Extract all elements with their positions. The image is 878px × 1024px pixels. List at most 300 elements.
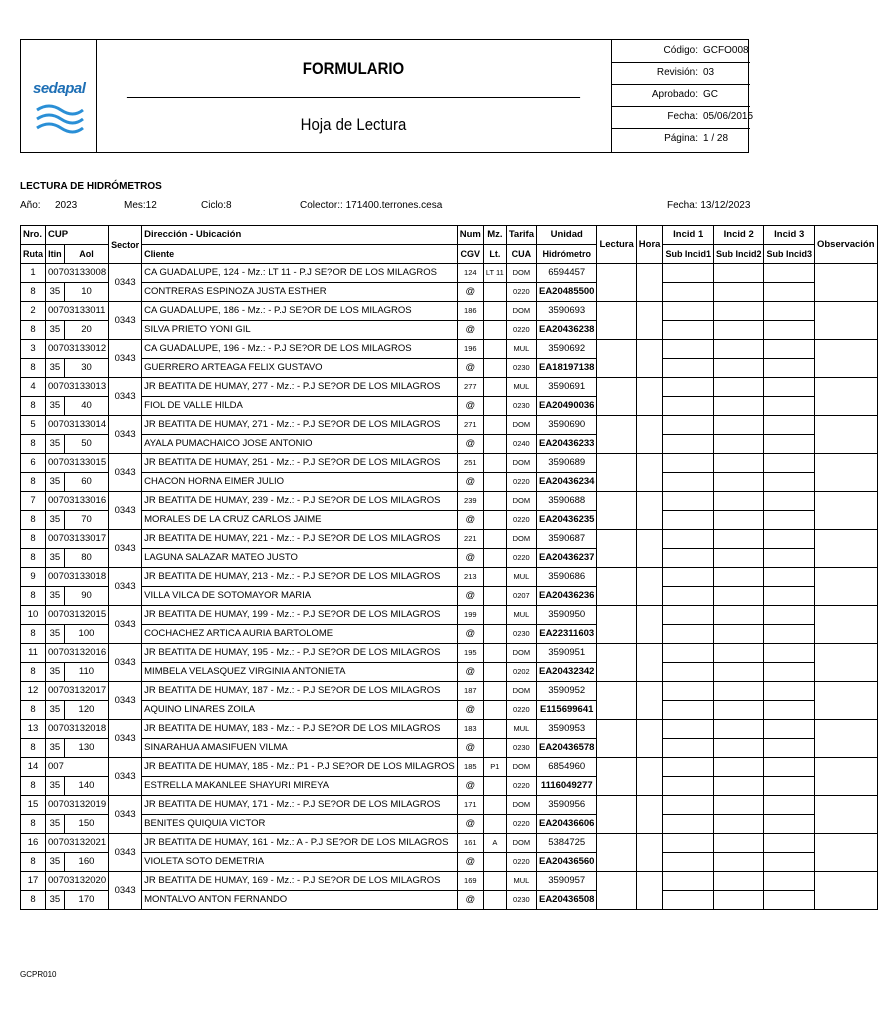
cell-incid2[interactable]	[713, 682, 764, 701]
table-row	[21, 435, 878, 454]
cell-num: 239	[457, 492, 483, 511]
cell-incid2[interactable]	[713, 416, 764, 435]
cell-direccion: JR BEATITA DE HUMAY, 271 - Mz.: - P.J SE?OR DE LOS MILAGROS	[142, 416, 458, 435]
cell-hidrometro: EA20436235	[536, 511, 596, 530]
cell-incid3[interactable]	[764, 796, 815, 815]
cell-sub2[interactable]	[713, 815, 764, 834]
cell-ruta: 8	[21, 587, 46, 606]
cell-lectura[interactable]	[597, 834, 636, 872]
cell-sub2[interactable]	[713, 473, 764, 492]
cell-hora[interactable]	[636, 606, 663, 644]
col-incid3: Incid 3	[764, 226, 815, 245]
cell-incid3[interactable]	[764, 720, 815, 739]
cell-incid3[interactable]	[764, 378, 815, 397]
cell-unidad: 6594457	[536, 264, 596, 283]
cell-cup: 00703132016	[46, 644, 109, 663]
cell-hora[interactable]	[636, 378, 663, 416]
col-itin: Itin	[46, 245, 65, 264]
cell-lectura[interactable]	[597, 378, 636, 416]
cell-sub1[interactable]	[663, 815, 714, 834]
col-lectura: Lectura	[597, 226, 636, 264]
cell-incid2[interactable]	[713, 720, 764, 739]
cell-sub3[interactable]	[764, 853, 815, 872]
cell-cup: 00703133018	[46, 568, 109, 587]
cell-sector: 0343	[109, 682, 142, 720]
cell-sub2[interactable]	[713, 777, 764, 796]
table-row	[21, 701, 878, 720]
cell-ruta: 8	[21, 549, 46, 568]
cell-num: 183	[457, 720, 483, 739]
cell-sub2[interactable]	[713, 283, 764, 302]
meta-key: Página:	[664, 133, 698, 144]
meta-value: 05/06/2015	[703, 111, 754, 122]
cell-nro: 6	[21, 454, 46, 473]
cell-cup: 00703133011	[46, 302, 109, 321]
cell-num: 271	[457, 416, 483, 435]
cell-sub1[interactable]	[663, 473, 714, 492]
table-row	[21, 302, 878, 321]
cell-ruta: 8	[21, 815, 46, 834]
meta-value: 03	[703, 67, 715, 78]
table-row	[21, 492, 878, 511]
cell-cua: 0202	[506, 663, 536, 682]
cell-unidad: 3590691	[536, 378, 596, 397]
cell-incid3[interactable]	[764, 682, 815, 701]
document-header	[20, 39, 754, 153]
cell-sub3[interactable]	[764, 283, 815, 302]
cell-lectura[interactable]	[597, 758, 636, 796]
cell-ruta: 8	[21, 359, 46, 378]
cell-observacion[interactable]	[814, 530, 877, 568]
cell-nro: 14	[21, 758, 46, 777]
col-aol: Aol	[64, 245, 108, 264]
cell-incid2[interactable]	[713, 606, 764, 625]
cell-cgv: @	[457, 625, 483, 644]
cell-incid2[interactable]	[713, 834, 764, 853]
cell-itin: 35	[46, 587, 65, 606]
cell-incid2[interactable]	[713, 340, 764, 359]
cell-tarifa: MUL	[506, 378, 536, 397]
cell-hora[interactable]	[636, 872, 663, 910]
cell-incid3[interactable]	[764, 264, 815, 283]
cell-ruta: 8	[21, 397, 46, 416]
cell-hidrometro: EA20436578	[536, 739, 596, 758]
cell-cup: 00703133017	[46, 530, 109, 549]
cell-cup: 00703133014	[46, 416, 109, 435]
cell-mz	[483, 872, 506, 891]
cell-sub3[interactable]	[764, 511, 815, 530]
cell-nro: 2	[21, 302, 46, 321]
cell-incid3[interactable]	[764, 530, 815, 549]
cell-incid2[interactable]	[713, 530, 764, 549]
cell-sub2[interactable]	[713, 435, 764, 454]
cell-sub3[interactable]	[764, 321, 815, 340]
cell-mz	[483, 454, 506, 473]
cell-sub3[interactable]	[764, 625, 815, 644]
cell-tarifa: MUL	[506, 340, 536, 359]
cell-cgv: @	[457, 587, 483, 606]
colector: Colector:: 171400.terrones.cesa	[300, 200, 443, 211]
cell-hora[interactable]	[636, 492, 663, 530]
cell-incid1[interactable]	[663, 568, 714, 587]
cell-aol: 70	[64, 511, 108, 530]
cell-incid3[interactable]	[764, 492, 815, 511]
cell-incid1[interactable]	[663, 340, 714, 359]
cell-cliente: MONTALVO ANTON FERNANDO	[142, 891, 458, 910]
cell-nro: 7	[21, 492, 46, 511]
cell-unidad: 3590950	[536, 606, 596, 625]
cell-observacion[interactable]	[814, 796, 877, 834]
cell-sub1[interactable]	[663, 587, 714, 606]
cell-nro: 1	[21, 264, 46, 283]
cell-sub1[interactable]	[663, 359, 714, 378]
cell-incid2[interactable]	[713, 302, 764, 321]
cell-sub1[interactable]	[663, 321, 714, 340]
cell-incid1[interactable]	[663, 492, 714, 511]
cell-lectura[interactable]	[597, 682, 636, 720]
cell-hora[interactable]	[636, 340, 663, 378]
cell-hora[interactable]	[636, 530, 663, 568]
cell-sub2[interactable]	[713, 587, 764, 606]
cell-itin: 35	[46, 891, 65, 910]
cell-sub1[interactable]	[663, 549, 714, 568]
cell-sub2[interactable]	[713, 891, 764, 910]
cell-lt	[483, 701, 506, 720]
cell-cua: 0207	[506, 587, 536, 606]
cell-observacion[interactable]	[814, 720, 877, 758]
cell-incid2[interactable]	[713, 492, 764, 511]
form-title: FORMULARIO	[127, 40, 580, 98]
cell-lectura[interactable]	[597, 454, 636, 492]
cell-sub1[interactable]	[663, 701, 714, 720]
cell-incid1[interactable]	[663, 378, 714, 397]
cell-num: 213	[457, 568, 483, 587]
cell-mz	[483, 720, 506, 739]
col-nro: Nro.	[21, 226, 46, 245]
cell-aol: 130	[64, 739, 108, 758]
cell-incid1[interactable]	[663, 302, 714, 321]
cell-observacion[interactable]	[814, 302, 877, 340]
meta-value: GCFO008	[703, 45, 749, 56]
cell-sub1[interactable]	[663, 511, 714, 530]
cell-cgv: @	[457, 511, 483, 530]
cell-observacion[interactable]	[814, 492, 877, 530]
cell-ruta: 8	[21, 321, 46, 340]
cell-incid1[interactable]	[663, 682, 714, 701]
cell-cliente: SINARAHUA AMASIFUEN VILMA	[142, 739, 458, 758]
cell-direccion: JR BEATITA DE HUMAY, 169 - Mz.: - P.J SE?OR DE LOS MILAGROS	[142, 872, 458, 891]
cell-aol: 30	[64, 359, 108, 378]
cell-lectura[interactable]	[597, 796, 636, 834]
cell-cup: 00703133008	[46, 264, 109, 283]
cell-observacion[interactable]	[814, 568, 877, 606]
cell-cup: 00703132017	[46, 682, 109, 701]
cell-incid3[interactable]	[764, 568, 815, 587]
col-cgv: CGV	[457, 245, 483, 264]
cell-lt	[483, 359, 506, 378]
cell-cliente: AQUINO LINARES ZOILA	[142, 701, 458, 720]
cell-observacion[interactable]	[814, 758, 877, 796]
cell-cliente: SILVA PRIETO YONI GIL	[142, 321, 458, 340]
cell-incid2[interactable]	[713, 264, 764, 283]
cell-hora[interactable]	[636, 302, 663, 340]
cell-sub3[interactable]	[764, 777, 815, 796]
cell-lectura[interactable]	[597, 644, 636, 682]
cell-direccion: CA GUADALUPE, 196 - Mz.: - P.J SE?OR DE LOS MILAGROS	[142, 340, 458, 359]
cell-incid1[interactable]	[663, 796, 714, 815]
cell-sub3[interactable]	[764, 549, 815, 568]
cell-hidrometro: EA20436237	[536, 549, 596, 568]
cell-hora[interactable]	[636, 796, 663, 834]
cell-incid2[interactable]	[713, 644, 764, 663]
cell-cliente: MIMBELA VELASQUEZ VIRGINIA ANTONIETA	[142, 663, 458, 682]
cell-sub3[interactable]	[764, 473, 815, 492]
cell-observacion[interactable]	[814, 682, 877, 720]
cell-itin: 35	[46, 853, 65, 872]
cell-sub1[interactable]	[663, 397, 714, 416]
cell-cua: 0220	[506, 549, 536, 568]
cell-lectura[interactable]	[597, 872, 636, 910]
cell-hidrometro: EA20485500	[536, 283, 596, 302]
cell-sub3[interactable]	[764, 587, 815, 606]
cell-observacion[interactable]	[814, 454, 877, 492]
cell-hora[interactable]	[636, 454, 663, 492]
cell-cup: 00703132015	[46, 606, 109, 625]
cell-sub2[interactable]	[713, 549, 764, 568]
cell-tarifa: MUL	[506, 720, 536, 739]
cell-lectura[interactable]	[597, 492, 636, 530]
cell-sub2[interactable]	[713, 359, 764, 378]
cell-sub2[interactable]	[713, 321, 764, 340]
cell-aol: 60	[64, 473, 108, 492]
cell-lt	[483, 473, 506, 492]
cell-tarifa: MUL	[506, 568, 536, 587]
cell-incid1[interactable]	[663, 264, 714, 283]
table-row	[21, 397, 878, 416]
cell-sub1[interactable]	[663, 853, 714, 872]
cell-lectura[interactable]	[597, 340, 636, 378]
cell-observacion[interactable]	[814, 378, 877, 416]
cell-hidrometro: EA20432342	[536, 663, 596, 682]
cell-sub2[interactable]	[713, 625, 764, 644]
cell-aol: 160	[64, 853, 108, 872]
cell-hidrometro: E115699641	[536, 701, 596, 720]
cell-observacion[interactable]	[814, 340, 877, 378]
cell-lectura[interactable]	[597, 302, 636, 340]
cell-incid1[interactable]	[663, 416, 714, 435]
cell-sub3[interactable]	[764, 891, 815, 910]
cell-hidrometro: EA20436606	[536, 815, 596, 834]
cell-incid3[interactable]	[764, 758, 815, 777]
cell-aol: 150	[64, 815, 108, 834]
cell-direccion: JR BEATITA DE HUMAY, 187 - Mz.: - P.J SE?OR DE LOS MILAGROS	[142, 682, 458, 701]
cell-sub3[interactable]	[764, 435, 815, 454]
cell-observacion[interactable]	[814, 872, 877, 910]
cell-hora[interactable]	[636, 758, 663, 796]
cell-lt	[483, 853, 506, 872]
section-title: LECTURA DE HIDRÓMETROS	[20, 181, 162, 192]
cell-num: 169	[457, 872, 483, 891]
cell-incid1[interactable]	[663, 834, 714, 853]
cell-lectura[interactable]	[597, 606, 636, 644]
col-sub2: Sub Incid2	[713, 245, 764, 264]
table-row	[21, 853, 878, 872]
cell-lectura[interactable]	[597, 416, 636, 454]
cell-incid1[interactable]	[663, 454, 714, 473]
cell-sub2[interactable]	[713, 663, 764, 682]
cell-incid2[interactable]	[713, 758, 764, 777]
cell-lt	[483, 739, 506, 758]
cell-hora[interactable]	[636, 264, 663, 302]
cell-incid2[interactable]	[713, 454, 764, 473]
cell-ruta: 8	[21, 777, 46, 796]
cell-sub1[interactable]	[663, 777, 714, 796]
cell-ruta: 8	[21, 625, 46, 644]
cell-hora[interactable]	[636, 834, 663, 872]
cell-lectura[interactable]	[597, 264, 636, 302]
cell-sub1[interactable]	[663, 625, 714, 644]
cell-unidad: 5384725	[536, 834, 596, 853]
cell-sub2[interactable]	[713, 739, 764, 758]
table-row	[21, 758, 878, 777]
cell-observacion[interactable]	[814, 644, 877, 682]
cell-sub3[interactable]	[764, 739, 815, 758]
cell-incid3[interactable]	[764, 606, 815, 625]
cell-observacion[interactable]	[814, 834, 877, 872]
cell-cup: 00703133013	[46, 378, 109, 397]
table-row	[21, 644, 878, 663]
cell-unidad: 3590686	[536, 568, 596, 587]
cell-sub2[interactable]	[713, 853, 764, 872]
cell-cua: 0220	[506, 815, 536, 834]
cell-cup: 00703132018	[46, 720, 109, 739]
col-cup: CUP	[46, 226, 109, 245]
cell-cua: 0220	[506, 321, 536, 340]
cell-observacion[interactable]	[814, 264, 877, 302]
cell-hora[interactable]	[636, 720, 663, 758]
cell-cua: 0230	[506, 739, 536, 758]
cell-sub1[interactable]	[663, 891, 714, 910]
cell-lt	[483, 511, 506, 530]
cell-sub1[interactable]	[663, 283, 714, 302]
cell-incid3[interactable]	[764, 416, 815, 435]
cell-mz	[483, 530, 506, 549]
cell-incid3[interactable]	[764, 872, 815, 891]
cell-incid1[interactable]	[663, 758, 714, 777]
cell-num: 124	[457, 264, 483, 283]
cell-cgv: @	[457, 739, 483, 758]
cell-incid1[interactable]	[663, 606, 714, 625]
cell-cgv: @	[457, 435, 483, 454]
cell-hora[interactable]	[636, 644, 663, 682]
cell-num: 185	[457, 758, 483, 777]
cell-itin: 35	[46, 701, 65, 720]
cell-sector: 0343	[109, 834, 142, 872]
cell-sub3[interactable]	[764, 815, 815, 834]
table-row	[21, 549, 878, 568]
table-row	[21, 739, 878, 758]
cell-sub2[interactable]	[713, 397, 764, 416]
cell-cgv: @	[457, 359, 483, 378]
cell-hidrometro: EA18197138	[536, 359, 596, 378]
cell-itin: 35	[46, 473, 65, 492]
table-row	[21, 663, 878, 682]
cell-sub1[interactable]	[663, 435, 714, 454]
cell-itin: 35	[46, 777, 65, 796]
col-ruta: Ruta	[21, 245, 46, 264]
cell-incid1[interactable]	[663, 872, 714, 891]
cell-unidad: 3590689	[536, 454, 596, 473]
cell-lectura[interactable]	[597, 530, 636, 568]
cell-mz	[483, 492, 506, 511]
cell-incid3[interactable]	[764, 340, 815, 359]
cell-sector: 0343	[109, 530, 142, 568]
anio-label: Año:	[20, 200, 41, 211]
cell-tarifa: DOM	[506, 834, 536, 853]
cell-direccion: CA GUADALUPE, 124 - Mz.: LT 11 - P.J SE?OR DE LOS MILAGROS	[142, 264, 458, 283]
cell-ruta: 8	[21, 473, 46, 492]
cell-mz	[483, 682, 506, 701]
mes: Mes:12	[124, 200, 157, 211]
cell-sub2[interactable]	[713, 511, 764, 530]
cell-ruta: 8	[21, 663, 46, 682]
cell-incid2[interactable]	[713, 872, 764, 891]
cell-incid2[interactable]	[713, 568, 764, 587]
cell-aol: 40	[64, 397, 108, 416]
cell-sub1[interactable]	[663, 663, 714, 682]
cell-hidrometro: EA20490036	[536, 397, 596, 416]
cell-hora[interactable]	[636, 416, 663, 454]
cell-incid3[interactable]	[764, 644, 815, 663]
cell-observacion[interactable]	[814, 416, 877, 454]
cell-sub3[interactable]	[764, 701, 815, 720]
col-hora: Hora	[636, 226, 663, 264]
table-row	[21, 815, 878, 834]
meta-key: Código:	[663, 45, 698, 56]
cell-lectura[interactable]	[597, 568, 636, 606]
fecha: Fecha: 13/12/2023	[667, 200, 751, 211]
cell-hora[interactable]	[636, 682, 663, 720]
cell-sub3[interactable]	[764, 359, 815, 378]
cell-num: 196	[457, 340, 483, 359]
cell-incid1[interactable]	[663, 644, 714, 663]
readings-table	[20, 225, 878, 910]
cell-incid3[interactable]	[764, 454, 815, 473]
cell-sub1[interactable]	[663, 739, 714, 758]
cell-incid1[interactable]	[663, 530, 714, 549]
cell-sub2[interactable]	[713, 701, 764, 720]
cell-sub3[interactable]	[764, 397, 815, 416]
cell-num: 186	[457, 302, 483, 321]
cell-itin: 35	[46, 511, 65, 530]
form-meta	[611, 40, 754, 152]
cell-incid1[interactable]	[663, 720, 714, 739]
cell-nro: 8	[21, 530, 46, 549]
table-row	[21, 416, 878, 435]
cell-incid3[interactable]	[764, 302, 815, 321]
cell-lectura[interactable]	[597, 720, 636, 758]
cell-incid2[interactable]	[713, 796, 764, 815]
cell-ruta: 8	[21, 739, 46, 758]
cell-incid3[interactable]	[764, 834, 815, 853]
cell-aol: 170	[64, 891, 108, 910]
cell-incid2[interactable]	[713, 378, 764, 397]
cell-hora[interactable]	[636, 568, 663, 606]
cell-cliente: CONTRERAS ESPINOZA JUSTA ESTHER	[142, 283, 458, 302]
cell-sub3[interactable]	[764, 663, 815, 682]
cell-direccion: JR BEATITA DE HUMAY, 251 - Mz.: - P.J SE?OR DE LOS MILAGROS	[142, 454, 458, 473]
cell-observacion[interactable]	[814, 606, 877, 644]
